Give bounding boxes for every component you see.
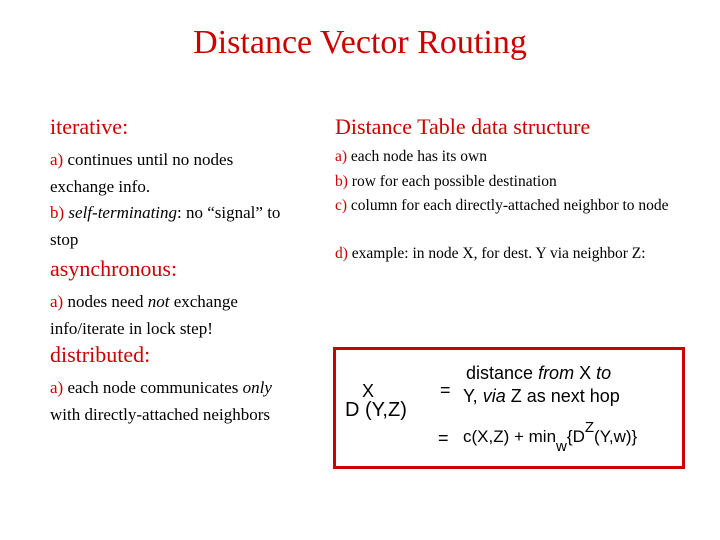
distance-table-heading: Distance Table data structure [335,114,591,139]
item-letter: a) [50,292,64,311]
asynchronous-item-a [50,288,290,342]
formula-text: {D [566,427,585,446]
item-letter: d) [335,245,348,262]
item-term: self-terminating [68,203,178,222]
item-emphasis: not [147,292,170,311]
formula-text: Z as next hop [510,386,620,406]
formula-equals-1: = [440,380,451,400]
formula-text: (Y,w)} [594,427,638,446]
formula-d-expression: D (Y,Z) [345,399,407,421]
asynchronous-heading: asynchronous: [50,256,178,281]
formula-line-1 [466,363,611,384]
item-letter: b) [335,173,348,190]
formula-text: c(X,Z) + min [463,427,557,446]
item-letter: b) [50,203,65,222]
iterative-item-a [50,146,300,200]
formula-equals-2: = [438,428,449,448]
item-text: column for each directly-attached neighbor to node [350,197,669,214]
item-text: with directly-attached neighbors [50,405,270,424]
slide-title: Distance Vector Routing [193,24,527,61]
item-text: : no “signal” to stop [50,203,281,249]
item-letter: a) [50,150,64,169]
distance-table-item-d [335,243,690,264]
distributed-item-a [50,374,290,428]
formula-line-2 [463,386,620,407]
formula-line-3 [463,419,638,455]
item-text: nodes need [67,292,144,311]
formula-emphasis: to [596,363,612,383]
formula-text: X [579,363,592,383]
item-letter: a) [335,148,348,165]
formula-emphasis: from [538,363,575,383]
formula-subscript-w: w [556,438,567,455]
iterative-heading: iterative: [50,114,129,139]
item-text: row for each possible destination [351,173,557,190]
formula-text: distance [466,363,534,383]
item-letter: a) [50,378,64,397]
distance-table-item-b [335,169,690,194]
formula-superscript-x: X [362,381,375,401]
distance-table-item-c [335,195,690,216]
item-text: example: in node X, for dest. Y via neighbor Z: [351,245,646,262]
item-text: each node has its own [350,148,487,165]
item-letter: c) [335,197,348,214]
formula-text: Y, [463,386,478,406]
distance-table-item-a [335,144,690,169]
item-emphasis: only [242,378,272,397]
distributed-heading: distributed: [50,342,151,367]
item-text: continues until no nodes exchange info. [50,150,234,196]
item-text: exchange info/iterate in lock step! [50,292,238,338]
iterative-item-b [50,199,300,253]
formula-superscript-z: Z [584,419,595,436]
formula-emphasis: via [482,386,506,406]
item-text: each node communicates [67,378,239,397]
